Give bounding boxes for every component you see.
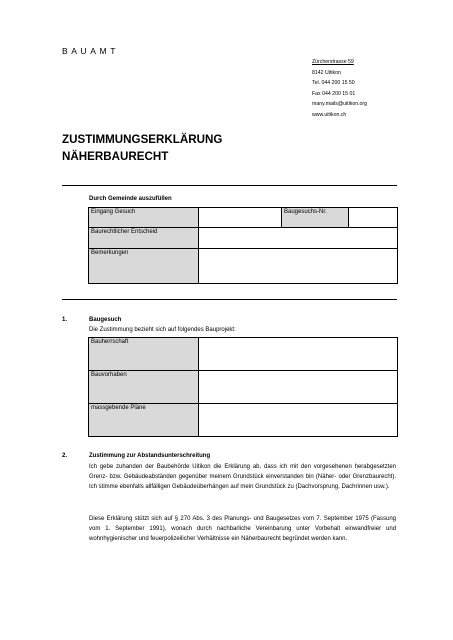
entscheid-label: Baurechtlicher Entscheid xyxy=(89,228,199,249)
project-table xyxy=(88,337,398,437)
massgebende-plaene-label: massgebende Pläne xyxy=(89,404,199,437)
bauvorhaben-value[interactable] xyxy=(199,371,398,404)
section-2-paragraph-2: Diese Erklärung stützt sich auf § 270 Abs. 3 des Planungs- und Baugesetzes vom 7. September 1975 (Fassung vom 1. September 1991), wonach durch nachbarliche Vereinbarung unter Vorbehalt einwandfreier und wohnhygienischer und feuerpolizeilicher Verhältnisse ein Näherbaurecht begründet werden kann. xyxy=(89,516,396,542)
bauvorhaben-label: Bauvorhaben xyxy=(89,371,199,404)
address-email: many.mails@uitikon.org xyxy=(312,101,368,108)
municipality-table xyxy=(88,207,398,284)
section-2-heading: Zustimmung zur Abstandsunterschreitung xyxy=(89,453,211,459)
address-block xyxy=(312,57,367,121)
eingang-value[interactable] xyxy=(199,208,282,228)
eingang-label: Eingang Gesuch xyxy=(89,208,199,228)
department-name: BAUAMT xyxy=(62,46,120,56)
section-1-intro: Die Zustimmung bezieht sich auf folgendes Bauprojekt: xyxy=(89,327,236,333)
divider-top xyxy=(62,185,397,186)
bemerkungen-value[interactable] xyxy=(199,249,398,284)
baugesuch-nr-value[interactable] xyxy=(349,208,398,228)
document-title xyxy=(62,131,222,165)
address-fax: Fax 044 200 15 01 xyxy=(312,90,356,97)
address-city: 8142 Uitikon xyxy=(312,69,341,76)
title-line-2: NÄHERBAURECHT xyxy=(62,150,169,163)
bemerkungen-label: Bemerkungen xyxy=(89,249,199,284)
section-2-paragraph-1: Ich gebe zuhanden der Baubehörde Uitikon die Erklärung ab, dass ich mit den vorgesehenen herabgesetzten Grenz- bzw. Gebäudeabständen gegenüber meinem Grundstück einverstanden bin (Näher- oder Grenzbaurecht). Ich stimme ebenfalls allfälligen Gebäudeüberhängen auf mein Grundstück zu (Dachvorsprung, Dachrinnen usw.). xyxy=(89,464,396,490)
massgebende-plaene-value[interactable] xyxy=(199,404,398,437)
baugesuch-nr-label: Baugesuchs-Nr. xyxy=(282,208,349,228)
entscheid-value[interactable] xyxy=(199,228,398,249)
title-line-1: ZUSTIMMUNGSERKLÄRUNG xyxy=(62,133,223,146)
section-1-number: 1. xyxy=(62,317,68,323)
municipality-heading: Durch Gemeinde auszufüllen xyxy=(89,196,172,202)
address-web: www.uitikon.ch xyxy=(312,111,347,118)
divider-middle xyxy=(62,299,397,300)
address-tel: Tel. 044 200 15 50 xyxy=(312,80,355,87)
bauherrschaft-value[interactable] xyxy=(199,338,398,371)
bauherrschaft-label: Bauherrschaft xyxy=(89,338,199,371)
section-2-number: 2. xyxy=(62,453,68,459)
section-1-heading: Baugesuch xyxy=(89,317,122,323)
address-street: Zürcherstrasse 59 xyxy=(312,59,354,65)
